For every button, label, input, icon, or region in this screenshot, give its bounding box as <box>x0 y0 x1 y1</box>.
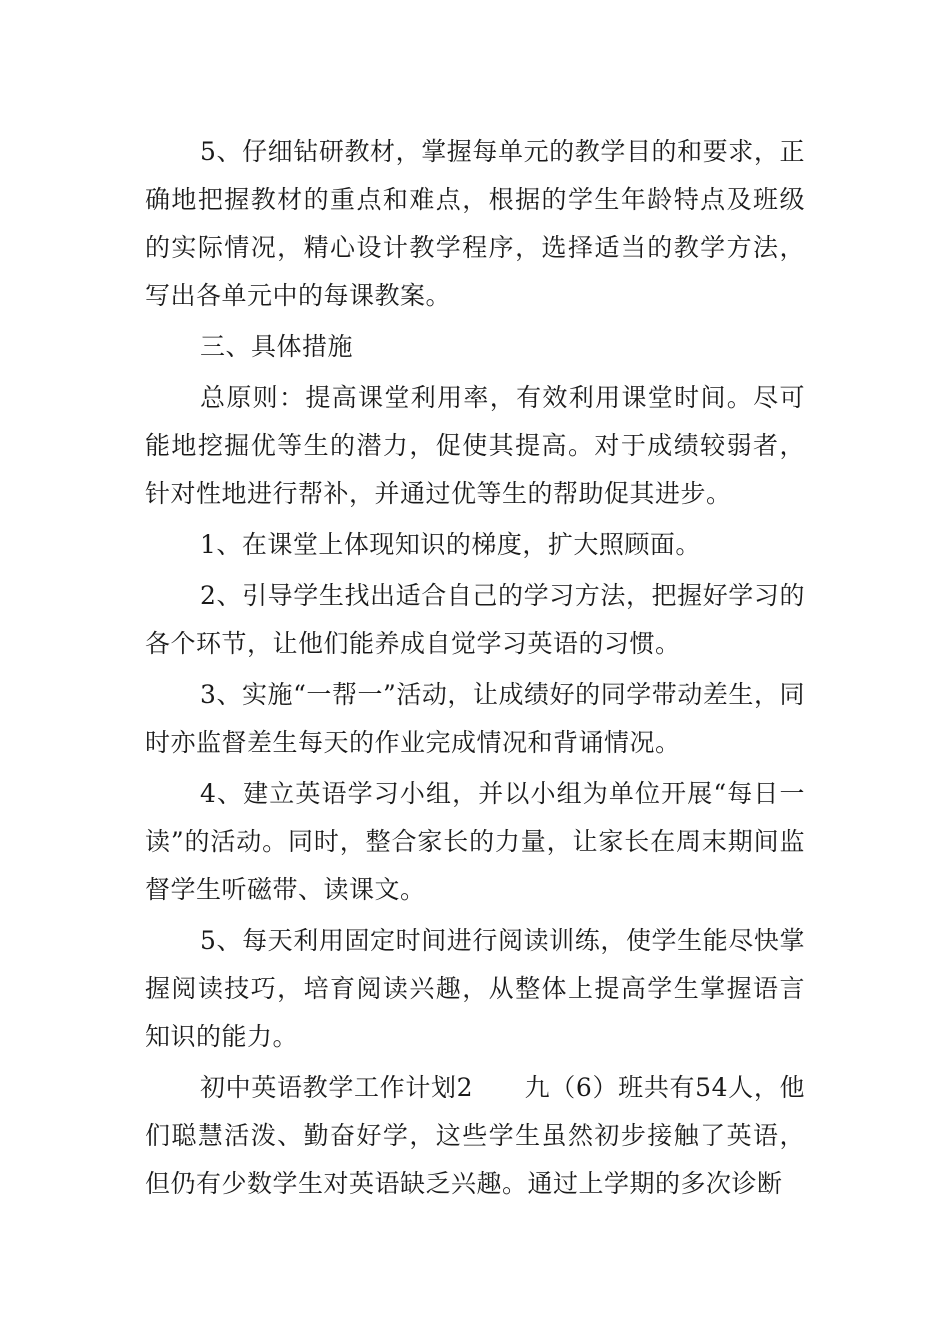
paragraph-measure-3: 3、实施“一帮一”活动，让成绩好的同学带动差生，同时亦监督差生每天的作业完成情况和背诵情况。 <box>145 680 805 757</box>
paragraph-measure-4: 4、建立英语学习小组，并以小组为单位开展“每日一读”的活动。同时，整合家长的力量，让家长在周末期间监督学生听磁带、读课文。 <box>145 779 805 904</box>
paragraph-plan-2-intro: 初中英语教学工作计划2 九（6）班共有54人，他们聪慧活泼、勤奋好学，这些学生虽然初步接触了英语，但仍有少数学生对英语缺乏兴趣。通过上学期的多次诊断 <box>145 1073 805 1198</box>
paragraph-measure-2: 2、引导学生找出适合自己的学习方法，把握好学习的各个环节，让他们能养成自觉学习英语的习惯。 <box>145 581 805 658</box>
section-heading-measures: 三、具体措施 <box>200 332 354 361</box>
paragraph-measure-1: 1、在课堂上体现知识的梯度，扩大照顾面。 <box>200 530 701 559</box>
paragraph-measure-5: 5、每天利用固定时间进行阅读训练，使学生能尽快掌握阅读技巧，培育阅读兴趣，从整体上提高学生掌握语言知识的能力。 <box>145 926 805 1051</box>
paragraph-general-principle: 总原则：提高课堂利用率，有效利用课堂时间。尽可能地挖掘优等生的潜力，促使其提高。对于成绩较弱者，针对性地进行帮补，并通过优等生的帮助促其进步。 <box>145 383 805 508</box>
document-body <box>145 128 805 1208</box>
paragraph-study-materials: 5、仔细钻研教材，掌握每单元的教学目的和要求，正确地把握教材的重点和难点，根据的学生年龄特点及班级的实际情况，精心设计教学程序，选择适当的教学方法，写出各单元中的每课教案。 <box>145 137 805 310</box>
